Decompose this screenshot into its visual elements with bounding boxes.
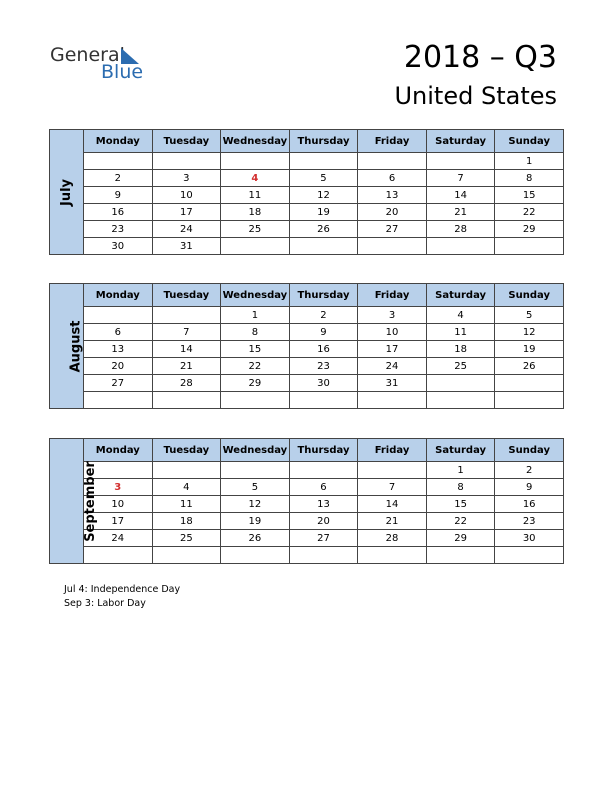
day-cell: 10 — [84, 496, 153, 513]
day-cell: 4 — [426, 307, 495, 324]
day-cell: 27 — [289, 530, 358, 547]
day-cell: 28 — [358, 530, 427, 547]
weekday-header: Tuesday — [152, 439, 221, 462]
weekday-header: Monday — [84, 439, 153, 462]
day-cell: 13 — [289, 496, 358, 513]
week-row — [50, 547, 564, 564]
day-cell — [426, 238, 495, 255]
day-cell — [426, 375, 495, 392]
day-cell: 1 — [426, 462, 495, 479]
day-cell: 12 — [289, 187, 358, 204]
day-cell: 14 — [152, 341, 221, 358]
holiday-note: Sep 3: Labor Day — [64, 598, 146, 609]
month-label-cell — [50, 130, 84, 255]
week-row — [50, 170, 564, 187]
day-cell — [289, 462, 358, 479]
calendar-table — [49, 438, 564, 564]
generalblue-logo — [50, 44, 160, 84]
day-cell: 24 — [358, 358, 427, 375]
day-cell — [221, 392, 290, 409]
day-cell: 8 — [495, 170, 564, 187]
day-cell — [84, 547, 153, 564]
month-name: August — [68, 320, 84, 372]
week-row — [50, 392, 564, 409]
day-cell: 17 — [84, 513, 153, 530]
day-cell: 20 — [84, 358, 153, 375]
day-cell: 12 — [221, 496, 290, 513]
day-cell — [495, 547, 564, 564]
day-cell: 23 — [84, 221, 153, 238]
weekday-header: Wednesday — [221, 439, 290, 462]
weekday-header: Sunday — [495, 284, 564, 307]
day-cell: 18 — [152, 513, 221, 530]
day-cell: 14 — [358, 496, 427, 513]
day-cell: 13 — [84, 341, 153, 358]
day-cell — [358, 238, 427, 255]
day-cell — [84, 153, 153, 170]
day-cell: 15 — [426, 496, 495, 513]
day-cell: 22 — [426, 513, 495, 530]
day-cell: 18 — [221, 204, 290, 221]
month-label-cell — [50, 284, 84, 409]
day-cell: 6 — [84, 324, 153, 341]
day-cell: 28 — [426, 221, 495, 238]
weekday-header: Sunday — [495, 439, 564, 462]
day-cell: 21 — [358, 513, 427, 530]
day-cell: 29 — [495, 221, 564, 238]
weekday-header-row — [50, 130, 564, 153]
day-cell: 3 — [358, 307, 427, 324]
day-cell: 27 — [358, 221, 427, 238]
weekday-header: Thursday — [289, 439, 358, 462]
day-cell: 4 — [152, 479, 221, 496]
day-cell: 5 — [495, 307, 564, 324]
country-name: United States — [394, 82, 557, 110]
weekday-header: Friday — [358, 439, 427, 462]
day-cell: 1 — [495, 153, 564, 170]
day-cell: 6 — [358, 170, 427, 187]
day-cell: 20 — [289, 513, 358, 530]
weekday-header: Saturday — [426, 130, 495, 153]
day-cell — [152, 547, 221, 564]
day-cell: 2 — [84, 170, 153, 187]
day-cell: 11 — [221, 187, 290, 204]
page-title: 2018 – Q3 — [403, 40, 557, 75]
logo-text-blue: Blue — [101, 61, 144, 83]
weekday-header: Wednesday — [221, 284, 290, 307]
weekday-header: Saturday — [426, 439, 495, 462]
day-cell: 31 — [358, 375, 427, 392]
day-cell — [221, 153, 290, 170]
day-cell — [289, 238, 358, 255]
weekday-header: Monday — [84, 130, 153, 153]
day-cell: 19 — [221, 513, 290, 530]
day-cell: 17 — [358, 341, 427, 358]
week-row — [50, 238, 564, 255]
logo-text-general: General — [50, 44, 125, 66]
day-cell: 10 — [358, 324, 427, 341]
weekday-header: Wednesday — [221, 130, 290, 153]
day-cell: 11 — [426, 324, 495, 341]
day-cell: 7 — [152, 324, 221, 341]
month-name: September — [82, 460, 98, 542]
day-cell: 7 — [358, 479, 427, 496]
holiday-note: Jul 4: Independence Day — [64, 584, 181, 595]
day-cell: 3 — [84, 479, 153, 496]
day-cell: 8 — [221, 324, 290, 341]
day-cell: 17 — [152, 204, 221, 221]
day-cell — [84, 392, 153, 409]
day-cell — [358, 462, 427, 479]
weekday-header: Saturday — [426, 284, 495, 307]
day-cell: 4 — [221, 170, 290, 187]
day-cell: 11 — [152, 496, 221, 513]
day-cell: 15 — [495, 187, 564, 204]
day-cell: 9 — [84, 187, 153, 204]
day-cell: 8 — [426, 479, 495, 496]
week-row — [50, 479, 564, 496]
day-cell — [495, 392, 564, 409]
day-cell: 20 — [358, 204, 427, 221]
weekday-header: Sunday — [495, 130, 564, 153]
day-cell — [152, 462, 221, 479]
weekday-header: Tuesday — [152, 130, 221, 153]
week-row — [50, 324, 564, 341]
day-cell: 24 — [152, 221, 221, 238]
day-cell: 25 — [152, 530, 221, 547]
month-block-september — [49, 438, 564, 564]
day-cell: 5 — [289, 170, 358, 187]
week-row — [50, 307, 564, 324]
day-cell — [289, 547, 358, 564]
day-cell — [84, 307, 153, 324]
day-cell — [358, 153, 427, 170]
day-cell: 29 — [221, 375, 290, 392]
day-cell: 24 — [84, 530, 153, 547]
month-name: July — [59, 178, 74, 206]
holiday-notes — [64, 583, 180, 611]
day-cell: 27 — [84, 375, 153, 392]
day-cell: 21 — [426, 204, 495, 221]
weekday-header-row — [50, 284, 564, 307]
day-cell: 7 — [426, 170, 495, 187]
day-cell — [426, 392, 495, 409]
week-row — [50, 341, 564, 358]
calendar-table — [49, 129, 564, 255]
day-cell: 1 — [221, 307, 290, 324]
day-cell: 9 — [289, 324, 358, 341]
weekday-header: Friday — [358, 284, 427, 307]
weekday-header-row — [50, 439, 564, 462]
day-cell — [221, 462, 290, 479]
day-cell: 22 — [495, 204, 564, 221]
day-cell — [289, 392, 358, 409]
day-cell — [152, 153, 221, 170]
week-row — [50, 375, 564, 392]
weekday-header: Monday — [84, 284, 153, 307]
day-cell — [495, 238, 564, 255]
day-cell: 19 — [289, 204, 358, 221]
week-row — [50, 496, 564, 513]
weekday-header: Thursday — [289, 130, 358, 153]
day-cell: 30 — [495, 530, 564, 547]
day-cell — [426, 153, 495, 170]
day-cell: 3 — [152, 170, 221, 187]
weekday-header: Tuesday — [152, 284, 221, 307]
day-cell — [358, 392, 427, 409]
week-row — [50, 530, 564, 547]
day-cell: 16 — [84, 204, 153, 221]
week-row — [50, 358, 564, 375]
day-cell: 29 — [426, 530, 495, 547]
week-row — [50, 513, 564, 530]
day-cell: 13 — [358, 187, 427, 204]
day-cell — [152, 392, 221, 409]
day-cell — [358, 547, 427, 564]
day-cell: 30 — [289, 375, 358, 392]
day-cell: 22 — [221, 358, 290, 375]
month-label-cell — [50, 439, 98, 564]
day-cell: 26 — [289, 221, 358, 238]
day-cell: 18 — [426, 341, 495, 358]
month-block-july — [49, 129, 564, 255]
day-cell — [289, 153, 358, 170]
day-cell: 25 — [426, 358, 495, 375]
day-cell: 12 — [495, 324, 564, 341]
weekday-header: Friday — [358, 130, 427, 153]
day-cell: 23 — [495, 513, 564, 530]
day-cell: 26 — [495, 358, 564, 375]
day-cell: 25 — [221, 221, 290, 238]
day-cell: 6 — [289, 479, 358, 496]
day-cell — [495, 375, 564, 392]
calendar-table — [49, 283, 564, 409]
week-row — [50, 221, 564, 238]
day-cell: 14 — [426, 187, 495, 204]
day-cell — [426, 547, 495, 564]
week-row — [50, 187, 564, 204]
day-cell: 16 — [289, 341, 358, 358]
week-row — [50, 462, 564, 479]
day-cell: 19 — [495, 341, 564, 358]
day-cell: 5 — [221, 479, 290, 496]
day-cell: 26 — [221, 530, 290, 547]
day-cell — [152, 307, 221, 324]
day-cell: 15 — [221, 341, 290, 358]
day-cell: 31 — [152, 238, 221, 255]
day-cell: 23 — [289, 358, 358, 375]
month-block-august — [49, 283, 564, 409]
week-row — [50, 153, 564, 170]
day-cell: 30 — [84, 238, 153, 255]
day-cell — [221, 238, 290, 255]
day-cell: 2 — [495, 462, 564, 479]
day-cell: 21 — [152, 358, 221, 375]
day-cell: 2 — [289, 307, 358, 324]
day-cell: 10 — [152, 187, 221, 204]
week-row — [50, 204, 564, 221]
day-cell: 16 — [495, 496, 564, 513]
day-cell: 9 — [495, 479, 564, 496]
day-cell: 28 — [152, 375, 221, 392]
weekday-header: Thursday — [289, 284, 358, 307]
day-cell — [221, 547, 290, 564]
